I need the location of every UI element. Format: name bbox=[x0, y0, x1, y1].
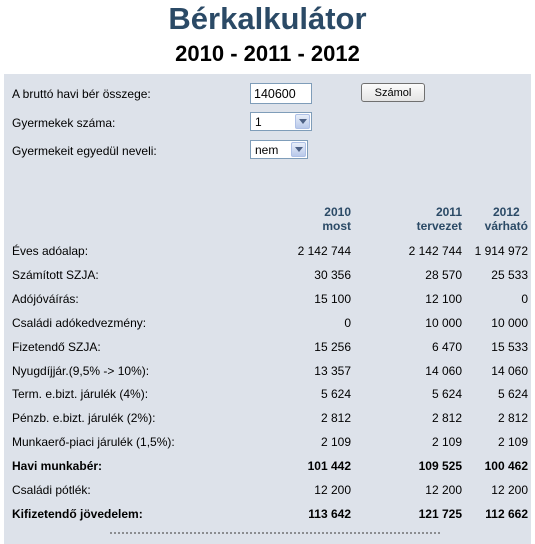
column-note: várható bbox=[484, 219, 528, 233]
row-value-2012: 1 914 972 bbox=[474, 244, 528, 258]
single-parent-label: Gyermekeit egyedül neveli: bbox=[12, 144, 157, 158]
table-row bbox=[4, 459, 531, 475]
gross-salary-input[interactable] bbox=[250, 83, 312, 104]
row-value-2011: 121 725 bbox=[418, 506, 462, 521]
column-2012 bbox=[485, 205, 528, 233]
row-label: Éves adóalap: bbox=[12, 244, 89, 258]
table-row bbox=[4, 483, 531, 499]
row-value-2012: 25 533 bbox=[491, 267, 528, 282]
table-row bbox=[4, 316, 531, 332]
row-value-2012: 10 000 bbox=[491, 315, 528, 330]
column-2010 bbox=[322, 205, 351, 233]
table-row bbox=[4, 364, 531, 380]
row-value-2012: 112 662 bbox=[485, 506, 528, 521]
row-value-2011: 28 570 bbox=[425, 267, 462, 282]
row-label: Számított SZJA: bbox=[12, 267, 99, 282]
table-row bbox=[4, 507, 531, 523]
gross-salary-label: A bruttó havi bér összege: bbox=[12, 87, 151, 101]
row-value-2010: 113 642 bbox=[308, 506, 351, 521]
column-year: 2012 bbox=[492, 205, 520, 219]
row-label: Családi adókedvezmény: bbox=[12, 315, 147, 330]
row-label: Kifizetendő jövedelem: bbox=[12, 506, 143, 521]
row-value-2011: 14 060 bbox=[425, 363, 462, 378]
single-parent-select[interactable] bbox=[250, 140, 308, 159]
column-note: most bbox=[322, 219, 351, 233]
row-value-2010: 12 200 bbox=[314, 483, 351, 497]
row-value-2011: 5 624 bbox=[431, 387, 462, 402]
row-value-2010: 101 442 bbox=[307, 459, 351, 474]
row-value-2010: 0 bbox=[344, 315, 351, 330]
row-value-2010: 15 100 bbox=[314, 291, 351, 306]
page-title: Bérkalkulátor bbox=[168, 1, 367, 36]
row-value-2011: 12 100 bbox=[425, 291, 462, 306]
calculate-button[interactable]: Számol bbox=[361, 83, 425, 102]
row-label: Adójóváírás: bbox=[12, 291, 79, 306]
children-count-label: Gyermekek száma: bbox=[12, 116, 116, 130]
table-row bbox=[4, 244, 531, 260]
row-value-2010: 5 624 bbox=[320, 387, 351, 402]
row-value-2012: 15 533 bbox=[491, 339, 528, 354]
table-row bbox=[4, 387, 531, 403]
divider bbox=[110, 532, 440, 538]
column-note: tervezet bbox=[416, 219, 462, 233]
page-subtitle: 2010 - 2011 - 2012 bbox=[175, 41, 360, 66]
row-value-2010: 2 812 bbox=[320, 411, 351, 426]
row-value-2011: 2 109 bbox=[431, 435, 462, 450]
column-2011 bbox=[417, 205, 462, 233]
row-value-2012: 100 462 bbox=[484, 459, 528, 474]
calculator-panel bbox=[4, 74, 531, 544]
row-value-2010: 15 256 bbox=[314, 339, 351, 354]
row-value-2012: 12 200 bbox=[491, 483, 528, 497]
table-row bbox=[4, 435, 531, 451]
children-count-value: 1 bbox=[255, 115, 262, 129]
row-label: Nyugdíjjár.(9,5% -> 10%): bbox=[12, 363, 150, 378]
table-row bbox=[4, 411, 531, 427]
column-year: 2011 bbox=[435, 205, 462, 219]
table-row bbox=[4, 292, 531, 308]
row-value-2012: 5 624 bbox=[497, 387, 528, 402]
single-parent-value: nem bbox=[255, 143, 279, 157]
row-label: Term. e.bizt. járulék (4%): bbox=[12, 387, 149, 402]
row-value-2010: 13 357 bbox=[314, 363, 351, 378]
row-value-2011: 10 000 bbox=[425, 315, 462, 330]
row-value-2010: 2 142 744 bbox=[297, 244, 351, 258]
row-value-2012: 14 060 bbox=[491, 363, 528, 378]
row-value-2011: 2 142 744 bbox=[408, 244, 462, 258]
table-row bbox=[4, 268, 531, 284]
table-row bbox=[4, 340, 531, 356]
row-value-2010: 30 356 bbox=[314, 267, 351, 282]
row-value-2012: 0 bbox=[521, 291, 528, 306]
chevron-down-icon[interactable] bbox=[291, 142, 306, 157]
children-count-select[interactable] bbox=[250, 112, 312, 131]
row-value-2011: 6 470 bbox=[431, 339, 462, 354]
row-value-2011: 109 525 bbox=[418, 459, 462, 474]
row-value-2011: 12 200 bbox=[425, 483, 462, 497]
row-label: Pénzb. e.bizt. járulék (2%): bbox=[12, 411, 156, 426]
row-label: Fizetendő SZJA: bbox=[12, 339, 101, 354]
row-value-2012: 2 109 bbox=[497, 435, 528, 450]
column-year: 2010 bbox=[324, 205, 351, 219]
row-value-2010: 2 109 bbox=[320, 435, 351, 450]
row-label: Munkaerő-piaci járulék (1,5%): bbox=[12, 435, 175, 450]
chevron-down-icon[interactable] bbox=[295, 114, 310, 129]
row-value-2011: 2 812 bbox=[431, 411, 462, 426]
row-label: Havi munkabér: bbox=[12, 459, 103, 474]
row-value-2012: 2 812 bbox=[497, 411, 528, 426]
row-label: Családi pótlék: bbox=[12, 483, 91, 497]
